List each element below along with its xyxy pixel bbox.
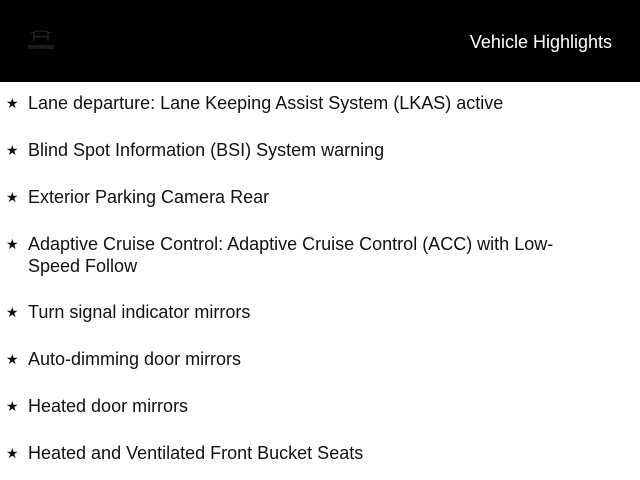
feature-text: Turn signal indicator mirrors bbox=[28, 302, 251, 322]
honda-logo-graphic bbox=[26, 29, 56, 51]
page-title: Vehicle Highlights bbox=[469, 32, 612, 52]
star-icon: ★ bbox=[6, 398, 19, 414]
star-icon: ★ bbox=[6, 142, 19, 158]
star-icon: ★ bbox=[6, 236, 19, 252]
star-icon: ★ bbox=[6, 351, 19, 367]
feature-item bbox=[0, 92, 640, 114]
feature-item bbox=[0, 301, 640, 323]
star-icon: ★ bbox=[6, 304, 19, 320]
feature-item bbox=[0, 442, 640, 464]
feature-item bbox=[0, 395, 640, 417]
feature-text: Auto-dimming door mirrors bbox=[28, 349, 242, 369]
feature-text: Exterior Parking Camera Rear bbox=[28, 187, 270, 207]
feature-text: Heated door mirrors bbox=[28, 396, 189, 416]
feature-item bbox=[0, 233, 640, 277]
feature-item bbox=[0, 348, 640, 370]
feature-item bbox=[0, 139, 640, 161]
feature-list bbox=[0, 92, 640, 480]
star-icon: ★ bbox=[6, 95, 19, 111]
header-bar bbox=[0, 0, 640, 82]
honda-logo-icon bbox=[26, 29, 56, 51]
star-icon: ★ bbox=[6, 189, 19, 205]
star-icon: ★ bbox=[6, 445, 19, 461]
feature-text: Lane departure: Lane Keeping Assist System (LKAS) active bbox=[28, 93, 504, 113]
feature-text: Heated and Ventilated Front Bucket Seats bbox=[28, 443, 364, 463]
feature-text: Adaptive Cruise Control: Adaptive Cruise Control (ACC) with Low-Speed Follow bbox=[28, 234, 554, 276]
feature-text: Blind Spot Information (BSI) System warning bbox=[28, 140, 385, 160]
feature-item bbox=[0, 186, 640, 208]
